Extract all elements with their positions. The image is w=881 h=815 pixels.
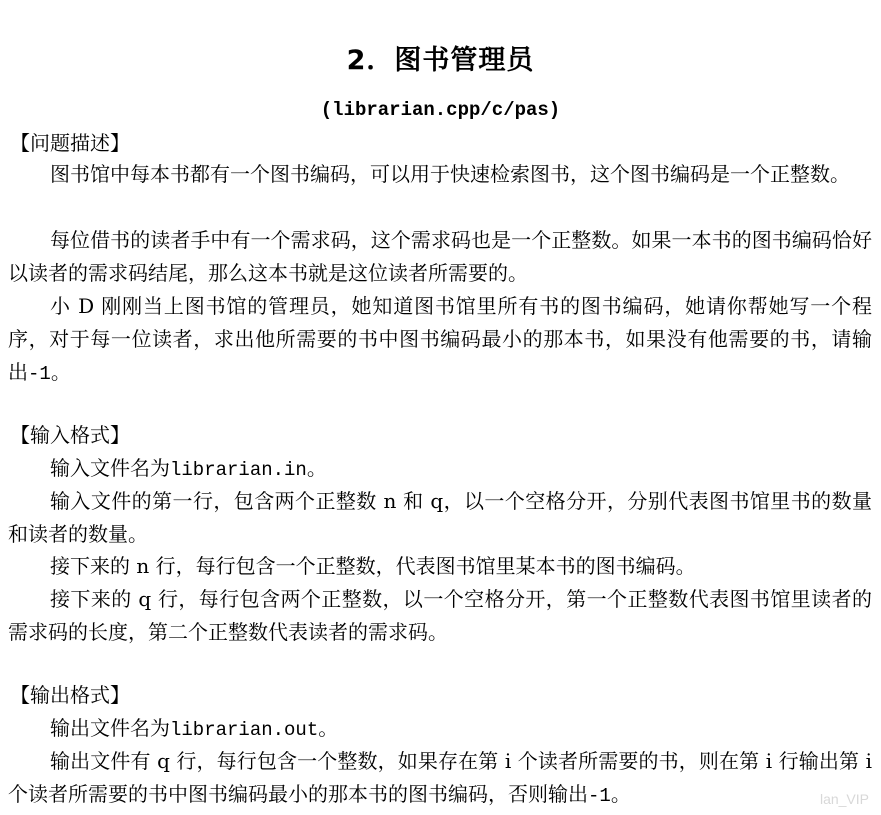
output-paragraph-1-text: 输出文件名为 [50,716,170,740]
input-paragraph-1 [8,452,872,487]
output-paragraph-2-code: -1 [588,785,611,807]
output-paragraph-2-text: 输出文件有 q 行，每行包含一个整数，如果存在第 i 个读者所需要的书，则在第 i 行输出第 i 个读者所需要的书中图书编码最小的那本书的图书编码，否则输出 [8,749,872,806]
output-paragraph-1 [8,712,872,747]
input-paragraph-1-end: 。 [306,456,327,480]
description-paragraph-3-end: 。 [50,360,71,384]
watermark: lan_VIP [819,791,869,807]
problem-filename: (librarian.cpp/c/pas) [320,99,561,121]
output-paragraph-1-end: 。 [318,716,339,740]
input-paragraph-4: 接下来的 q 行，每行包含两个正整数，以一个空格分开，第一个正整数代表图书馆里读者的需求码的长度，第二个正整数代表读者的需求码。 [8,587,872,644]
description-heading: 【问题描述】 [10,131,130,155]
output-format-heading: 【输出格式】 [10,683,130,707]
input-format-heading: 【输入格式】 [10,423,130,447]
description-paragraph-3-code: -1 [28,363,51,385]
input-paragraph-2: 输入文件的第一行，包含两个正整数 n 和 q，以一个空格分开，分别代表图书馆里书的数量和读者的数量。 [8,489,872,546]
description-paragraph-2: 每位借书的读者手中有一个需求码，这个需求码也是一个正整数。如果一本书的图书编码恰好以读者的需求码结尾，那么这本书就是这位读者所需要的。 [8,228,872,285]
input-paragraph-3: 接下来的 n 行，每行包含一个正整数，代表图书馆里某本书的图书编码。 [50,554,696,578]
input-filename: librarian.in [170,459,307,481]
description-paragraph-3-text: 小 D 刚刚当上图书馆的管理员，她知道图书馆里所有书的图书编码，她请你帮她写一个程序，对于每一位读者，求出他所需要的书中图书编码最小的那本书，如果没有他需要的书，请输出 [8,294,872,384]
output-filename: librarian.out [170,719,319,741]
problem-title: 2．图书管理员 [346,45,535,76]
input-paragraph-1-text: 输入文件名为 [50,456,170,480]
description-paragraph-3 [8,290,872,391]
output-paragraph-2 [8,745,872,813]
description-paragraph-1: 图书馆中每本书都有一个图书编码，可以用于快速检索图书，这个图书编码是一个正整数。 [50,162,850,186]
output-paragraph-2-end: 。 [610,782,631,806]
